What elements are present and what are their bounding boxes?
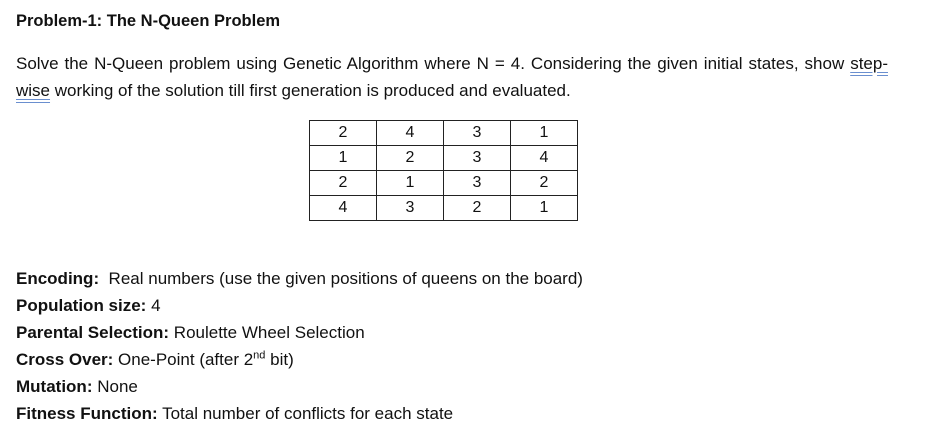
population-label: Population size: xyxy=(16,296,147,315)
table-cell: 2 xyxy=(310,171,377,196)
table-cell: 2 xyxy=(511,171,578,196)
crossover-line xyxy=(16,346,583,373)
table-cell: 3 xyxy=(377,196,444,221)
table-cell: 2 xyxy=(444,196,511,221)
initial-states-table xyxy=(309,120,578,221)
description-text-end: working of the solution till first generation is produced and evaluated. xyxy=(50,81,571,100)
encoding-line xyxy=(16,265,583,292)
table-cell: 4 xyxy=(377,121,444,146)
fitness-value: Total number of conflicts for each state xyxy=(157,404,454,423)
population-line xyxy=(16,292,583,319)
crossover-value: One-Point (after 2 xyxy=(113,350,254,369)
ga-parameters xyxy=(16,265,583,427)
table-cell: 3 xyxy=(444,121,511,146)
fitness-label: Fitness Function: xyxy=(16,404,158,423)
table-cell: 1 xyxy=(511,121,578,146)
step-wise-underlined-word: step-wise xyxy=(16,54,888,100)
encoding-value: Real numbers (use the given positions of queens on the board) xyxy=(99,269,583,288)
table-row xyxy=(310,121,578,146)
crossover-superscript: nd xyxy=(253,349,266,362)
mutation-line xyxy=(16,373,583,400)
table-row xyxy=(310,146,578,171)
table-cell: 2 xyxy=(377,146,444,171)
problem-description xyxy=(16,50,888,104)
table-row xyxy=(310,196,578,221)
selection-line xyxy=(16,319,583,346)
table-cell: 2 xyxy=(310,121,377,146)
table-cell: 1 xyxy=(310,146,377,171)
mutation-value: None xyxy=(92,377,138,396)
encoding-label: Encoding: xyxy=(16,269,100,288)
table-cell: 4 xyxy=(310,196,377,221)
selection-value: Roulette Wheel Selection xyxy=(169,323,365,342)
crossover-label: Cross Over: xyxy=(16,350,114,369)
table-cell: 1 xyxy=(511,196,578,221)
mutation-label: Mutation: xyxy=(16,377,93,396)
table-cell: 3 xyxy=(444,171,511,196)
population-value: 4 xyxy=(146,296,161,315)
problem-title: Problem-1: The N-Queen Problem xyxy=(16,12,281,30)
fitness-line xyxy=(16,400,583,427)
description-text-start: Solve the N-Queen problem using Genetic Algorithm where N = 4. Considering the given initial states, show xyxy=(16,54,851,73)
selection-label: Parental Selection: xyxy=(16,323,170,342)
table-cell: 1 xyxy=(377,171,444,196)
table-cell: 3 xyxy=(444,146,511,171)
table-cell: 4 xyxy=(511,146,578,171)
table-row xyxy=(310,171,578,196)
document xyxy=(16,8,916,423)
crossover-value-end: bit) xyxy=(265,350,294,369)
